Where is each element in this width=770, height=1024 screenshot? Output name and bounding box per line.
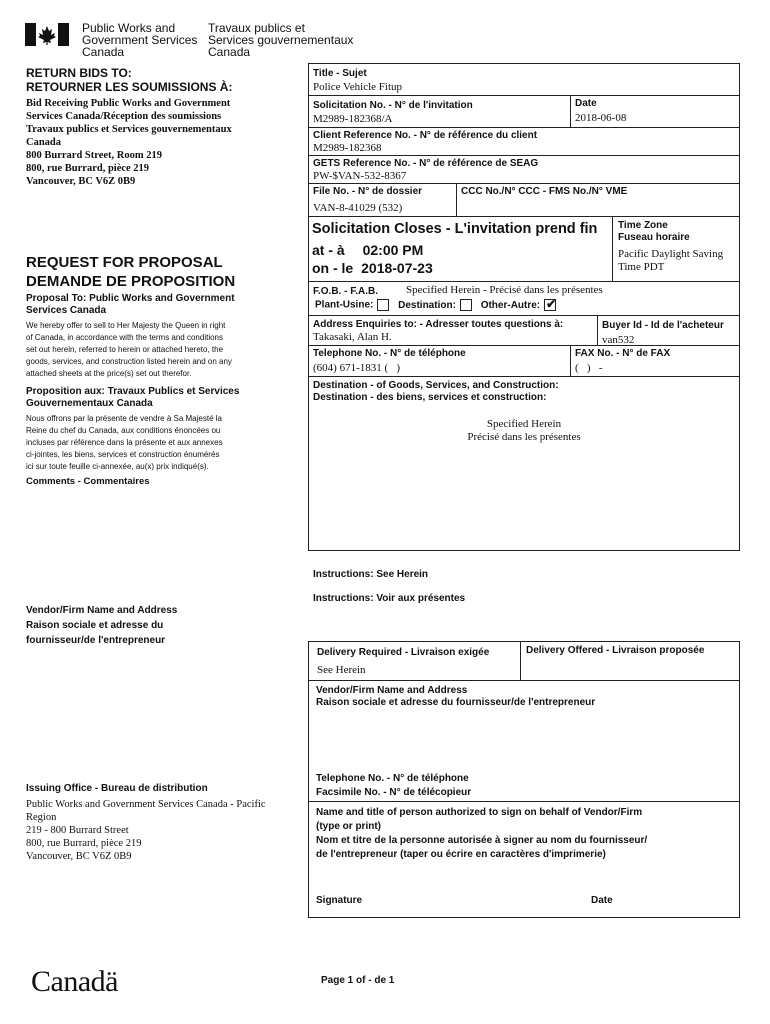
auth-line: Nom et titre de la personne autorisée à signer au nom du fournisseur/ — [316, 835, 648, 846]
date-value: 2018-06-08 — [575, 112, 627, 124]
destination-checkbox[interactable] — [460, 299, 472, 311]
client-ref-value: M2989-182368 — [313, 142, 382, 154]
fob-value: Specified Herein - Précisé dans les présentes — [406, 284, 603, 296]
offer-line: Reine du chef du Canada, aux conditions énoncées ou — [26, 426, 221, 435]
offer-line: attached sheets at the price(s) set out therefor. — [26, 369, 192, 378]
closing-time-row — [312, 241, 423, 259]
auth-line: de l'entrepreneur (taper ou écrire en caractères d'imprimerie) — [316, 849, 606, 860]
offer-line: Nous offrons par la présente de vendre à Sa Majesté la — [26, 414, 222, 423]
address-line: Services Canada/Réception des soumissions — [26, 111, 222, 122]
issuing-line: Public Works and Government Services Canada - Pacific — [26, 799, 266, 810]
file-value: VAN-8-41029 (532) — [313, 202, 403, 214]
dept-fr-line: Travaux publics et — [208, 21, 305, 35]
fax-label: FAX No. - N° de FAX — [575, 348, 671, 359]
telephone-value: (604) 671-1831 ( ) — [313, 362, 401, 374]
buyer-id-value: van532 — [602, 334, 635, 346]
destination-label — [313, 380, 559, 404]
gets-value: PW-$VAN-532-8367 — [313, 170, 407, 182]
dept-fr-line: Services gouvernementaux — [208, 33, 354, 47]
issuing-line: Region — [26, 812, 57, 823]
time-zone-label — [618, 220, 690, 244]
vendor-left-line: Raison sociale et adresse du — [26, 620, 164, 631]
signature-date-label: Date — [591, 895, 613, 906]
on-label: on - le — [312, 260, 354, 276]
destination-option-label: Destination: — [398, 299, 456, 311]
checkmark-icon: ✔ — [546, 297, 557, 311]
client-ref-label: Client Reference No. - N° de référence du client — [313, 130, 538, 141]
proposal-to-en: Proposal To: Public Works and Government Services Canada — [26, 293, 235, 316]
address-line: Bid Receiving Public Works and Government — [26, 98, 231, 109]
offer-line: ci-jointes, les biens, services et construction énumérés — [26, 450, 220, 459]
instructions-en: Instructions: See Herein — [313, 569, 429, 580]
address-enquiries-value: Takasaki, Alan H. — [313, 331, 392, 343]
vendor-label-line: Vendor/Firm Name and Address — [316, 685, 468, 696]
dept-fr-line: Canada — [208, 45, 251, 59]
offer-text-en — [26, 320, 232, 380]
vendor-fax-label: Facsimile No. - N° de télécopieur — [316, 787, 472, 798]
destination-value — [308, 418, 740, 444]
proposal-to-fr: Proposition aux: Travaux Publics et Services Gouvernementaux Canada — [26, 386, 240, 409]
page-number: Page 1 of - de 1 — [321, 975, 395, 986]
tz-en: Time Zone — [618, 220, 668, 231]
date-label: Date — [575, 98, 597, 109]
closing-time-value: 02:00 PM — [362, 242, 424, 258]
offer-text-fr — [26, 413, 223, 473]
delivery-required-label: Delivery Required - Livraison exigée — [317, 647, 490, 658]
dest-value-line: Specified Herein — [486, 418, 562, 430]
department-name-en — [82, 22, 197, 58]
offer-line: set out herein, referred to herein or attached hereto, the — [26, 345, 224, 354]
buyer-id-label: Buyer Id - Id de l'acheteur — [602, 320, 724, 331]
closing-date-value: 2018-07-23 — [361, 260, 433, 276]
address-line: 800, rue Burrard, pièce 219 — [26, 163, 150, 174]
return-bids-en: RETURN BIDS TO: — [26, 66, 132, 80]
issuing-office-address — [26, 798, 266, 863]
address-line: Travaux publics et Services gouvernementaux — [26, 124, 232, 135]
address-enquiries-label: Address Enquiries to: - Adresser toutes questions à: — [313, 319, 564, 330]
offer-line: We hereby offer to sell to Her Majesty the Queen in right — [26, 321, 226, 330]
return-bids-fr: RETOURNER LES SOUMISSIONS À: — [26, 80, 233, 94]
tz-fr: Fuseau horaire — [618, 232, 690, 243]
authorized-person-input[interactable] — [316, 864, 734, 892]
issuing-line: Vancouver, BC V6Z 0B9 — [26, 851, 132, 862]
vendor-label-line: Raison sociale et adresse du fournisseur/de l'entrepreneur — [316, 697, 596, 708]
vendor-left-line: fournisseur/de l'entrepreneur — [26, 635, 166, 646]
plant-label: Plant-Usine: — [315, 299, 374, 311]
vendor-left-label — [26, 603, 177, 648]
rfp-title — [26, 253, 235, 291]
address-line: Vancouver, BC V6Z 0B9 — [26, 176, 136, 187]
dest-label-en: Destination - of Goods, Services, and Construction: — [313, 380, 559, 391]
dest-value-line: Précisé dans les présentes — [467, 431, 581, 443]
vendor-telephone-label: Telephone No. - N° de téléphone — [316, 773, 469, 784]
plant-checkbox[interactable] — [377, 299, 389, 311]
return-bids-title — [26, 66, 232, 94]
offer-line: incluses par référence dans la présente et aux annexes — [26, 438, 223, 447]
ccc-label: CCC No./N° CCC - FMS No./N° VME — [461, 186, 628, 197]
issuing-line: 800, rue Burrard, pièce 219 — [26, 838, 142, 849]
title-value: Police Vehicle Fitup — [313, 81, 403, 93]
authorized-person-label — [316, 806, 647, 862]
department-name-fr — [208, 22, 353, 58]
rfp-title-fr: DEMANDE DE PROPOSITION — [26, 273, 236, 290]
time-zone-value — [618, 248, 723, 274]
file-label: File No. - N° de dossier — [313, 186, 423, 197]
address-line: 800 Burrard Street, Room 219 — [26, 150, 162, 161]
offer-line: ici sur toute feuille ci-annexée, au(x) prix indiqué(s). — [26, 462, 209, 471]
dept-en-line: Canada — [82, 45, 125, 59]
fob-label: F.O.B. - F.A.B. — [313, 286, 378, 297]
vendor-name-label — [316, 685, 595, 709]
delivery-offered-label: Delivery Offered - Livraison proposée — [526, 645, 705, 656]
vendor-name-input[interactable] — [316, 712, 734, 768]
dept-en-line: Government Services — [82, 33, 198, 47]
other-label: Other-Autre: — [480, 299, 541, 311]
canada-flag-logo — [25, 23, 69, 46]
auth-line: (type or print) — [316, 821, 381, 832]
delivery-offered-input[interactable] — [526, 660, 734, 678]
return-bids-address — [26, 97, 232, 188]
rfp-title-en: REQUEST FOR PROPOSAL — [26, 254, 223, 271]
delivery-required-value: See Herein — [317, 664, 366, 676]
at-label: at - à — [312, 242, 345, 258]
offer-line: of Canada, in accordance with the terms and conditions — [26, 333, 224, 342]
dest-label-fr: Destination - des biens, services et construction: — [313, 392, 547, 403]
fob-options-row — [315, 299, 556, 312]
title-label: Title - Sujet — [313, 68, 367, 79]
vendor-phone-labels — [316, 772, 471, 800]
solicitation-closes-label: Solicitation Closes - L'invitation prend fin — [312, 221, 598, 237]
other-checkbox[interactable] — [544, 299, 556, 311]
instructions-fr: Instructions: Voir aux présentes — [313, 593, 466, 604]
tz-value-line: Pacific Daylight Saving — [618, 248, 724, 260]
issuing-line: 219 - 800 Burrard Street — [26, 825, 129, 836]
comments-label: Comments - Commentaires — [26, 476, 150, 487]
solicitation-label: Solicitation No. - N° de l'invitation — [313, 100, 473, 111]
closing-date-row — [312, 259, 433, 277]
tz-value-line: Time PDT — [618, 261, 665, 273]
vendor-left-line: Vendor/Firm Name and Address — [26, 605, 178, 616]
telephone-label: Telephone No. - N° de téléphone — [313, 348, 466, 359]
offer-line: goods, services, and construction listed herein and on any — [26, 357, 232, 366]
canada-wordmark: Canadä — [31, 965, 118, 998]
address-line: Canada — [26, 137, 62, 148]
dept-en-line: Public Works and — [82, 21, 176, 35]
issuing-office-label: Issuing Office - Bureau de distribution — [26, 783, 208, 794]
gets-label: GETS Reference No. - N° de référence de SEAG — [313, 158, 539, 169]
signature-label: Signature — [316, 895, 363, 906]
solicitation-value: M2989-182368/A — [313, 113, 393, 125]
fax-value: ( ) - — [575, 362, 603, 374]
auth-line: Name and title of person authorized to sign on behalf of Vendor/Firm — [316, 807, 643, 818]
